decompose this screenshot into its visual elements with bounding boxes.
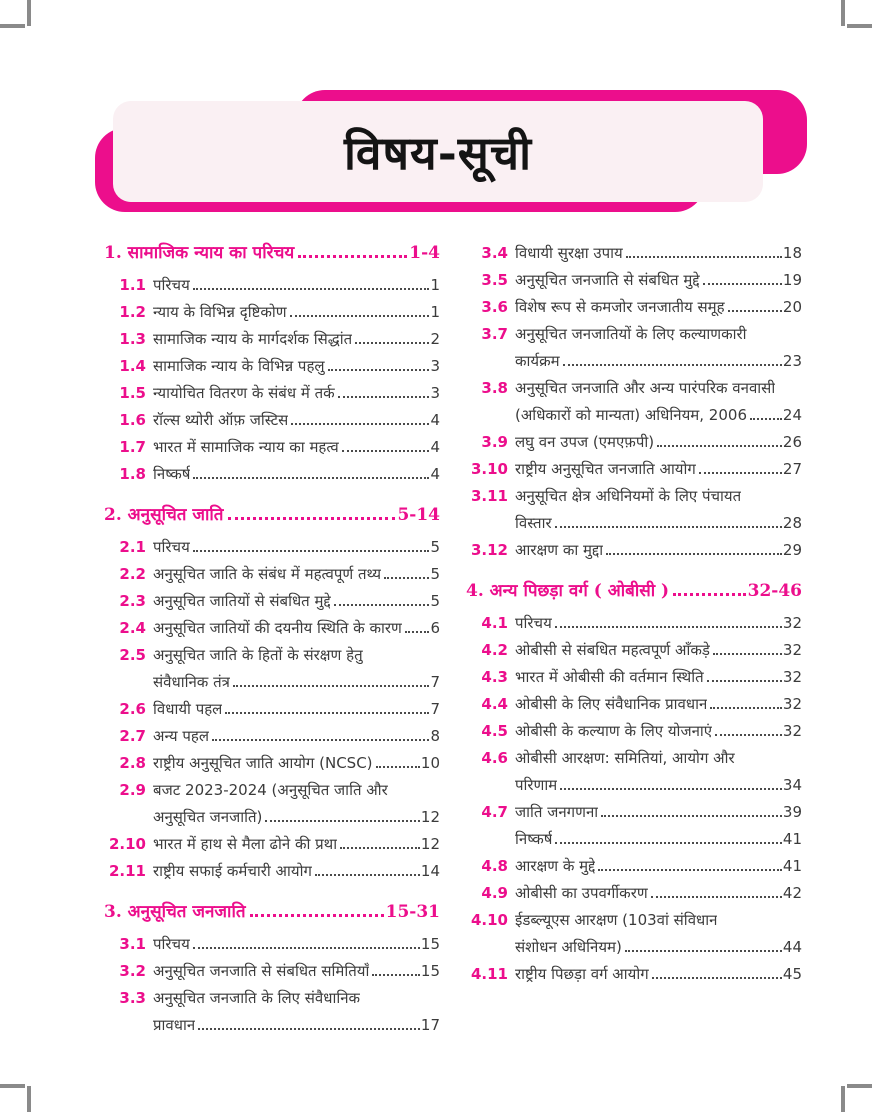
toc-entry-row xyxy=(104,461,440,488)
entry-title: अनुसूचित जातियों से संबधित मुद्दे xyxy=(153,592,331,610)
entry-number: 3.6 xyxy=(481,298,508,316)
toc-entry-row xyxy=(104,588,440,615)
entry-title: राष्ट्रीय अनुसूचित जाति आयोग (NCSC) xyxy=(153,754,373,772)
entry-title: अनुसूचित जनजाति के लिए संवैधानिक xyxy=(153,989,361,1007)
entry-title: संशोधन अधिनियम) xyxy=(515,938,622,956)
entry-dot-leader xyxy=(212,739,429,741)
toc-entry-row xyxy=(466,826,802,853)
entry-number: 4.9 xyxy=(481,884,508,902)
entry-title: परिचय xyxy=(515,614,552,632)
toc-entry-row xyxy=(104,1012,440,1039)
entry-page-number: 3 xyxy=(430,384,440,402)
toc-entry-row xyxy=(466,510,802,537)
toc-entry-row xyxy=(466,961,802,988)
toc-entry-row xyxy=(104,958,440,985)
toc-entry-row xyxy=(104,534,440,561)
entry-number: 1.7 xyxy=(119,438,146,456)
entry-title: परिचय xyxy=(153,935,190,953)
entry-title: अनुसूचित जाति के संबंध में महत्वपूर्ण तथ्य xyxy=(153,565,382,583)
toc-entry-row xyxy=(466,934,802,961)
entry-title: अनुसूचित जातियों की दयनीय स्थिति के कारण xyxy=(153,619,402,637)
section-heading-page-range: 32-46 xyxy=(747,581,802,601)
section-heading-page-range: 5-14 xyxy=(397,505,440,525)
entry-number: 1.8 xyxy=(119,465,146,483)
toc-entry-row xyxy=(466,907,802,934)
entry-dot-leader xyxy=(193,477,429,479)
toc-columns xyxy=(104,240,802,1039)
entry-title: अन्य पहल xyxy=(153,727,210,745)
section-heading-dot-leader xyxy=(673,593,746,596)
entry-dot-leader xyxy=(563,364,782,366)
entry-dot-leader xyxy=(342,450,430,452)
entry-page-number: 14 xyxy=(420,862,440,880)
entry-title: भारत में हाथ से मैला ढोने की प्रथा xyxy=(153,835,338,853)
entry-title: राष्ट्रीय पिछड़ा वर्ग आयोग xyxy=(515,965,649,983)
entry-title: रॉल्स थ्योरी ऑफ़ जस्टिस xyxy=(153,411,289,429)
entry-page-number: 4 xyxy=(430,438,440,456)
entry-title: विस्तार xyxy=(515,514,552,532)
entry-number: 1.1 xyxy=(119,276,146,294)
entry-number: 3.10 xyxy=(470,460,508,478)
entry-page-number: 5 xyxy=(430,592,440,610)
section-heading-page-range: 15-31 xyxy=(385,902,440,922)
entry-number: 3.3 xyxy=(119,989,146,1007)
entry-number: 4.1 xyxy=(481,614,508,632)
entry-title: भारत में सामाजिक न्याय का महत्व xyxy=(153,438,339,456)
crop-mark-bottom-left-vertical xyxy=(27,1086,31,1112)
entry-title: लघु वन उपज (एमएफ़पी) xyxy=(515,433,655,451)
toc-entry-row xyxy=(466,240,802,267)
entry-page-number: 28 xyxy=(782,514,802,532)
entry-title: विधायी सुरक्षा उपाय xyxy=(515,244,623,262)
entry-dot-leader xyxy=(372,974,420,976)
entry-title: विशेष रूप से कमजोर जनजातीय समूह xyxy=(515,298,725,316)
toc-entry-row xyxy=(466,718,802,745)
entry-page-number: 8 xyxy=(430,727,440,745)
entry-dot-leader xyxy=(560,788,782,790)
entry-dot-leader xyxy=(338,396,430,398)
entry-page-number: 32 xyxy=(782,614,802,632)
entry-number: 2.4 xyxy=(119,619,146,637)
entry-title: आरक्षण का मुद्दा xyxy=(515,541,604,559)
section-heading-dot-leader xyxy=(228,517,396,520)
entry-title: ओबीसी के लिए संवैधानिक प्रावधान xyxy=(515,695,708,713)
toc-entry-row xyxy=(466,321,802,348)
entry-title: ईडब्ल्यूएस आरक्षण (103वां संविधान xyxy=(515,911,718,929)
toc-section-heading xyxy=(104,899,440,926)
entry-title: अनुसूचित जाति के हितों के संरक्षण हेतु xyxy=(153,646,363,664)
entry-page-number: 10 xyxy=(420,754,440,772)
entry-page-number: 23 xyxy=(782,352,802,370)
toc-entry-row xyxy=(466,610,802,637)
entry-title: सामाजिक न्याय के विभिन्न पहलु xyxy=(153,357,325,375)
entry-title: ओबीसी से संबधित महत्वपूर्ण आँकड़े xyxy=(515,641,710,659)
entry-number: 4.2 xyxy=(481,641,508,659)
toc-entry-row xyxy=(104,777,440,804)
entry-dot-leader xyxy=(225,712,429,714)
entry-title: अनुसूचित जनजाति से संबधित समितियाँ xyxy=(153,962,370,980)
entry-dot-leader xyxy=(651,896,782,898)
entry-title: जाति जनगणना xyxy=(515,803,599,821)
entry-number: 3.1 xyxy=(119,935,146,953)
toc-entry-row xyxy=(104,326,440,353)
entry-dot-leader xyxy=(652,977,782,979)
toc-section-heading xyxy=(104,502,440,529)
toc-entry-row xyxy=(104,804,440,831)
entry-number: 2.5 xyxy=(119,646,146,664)
entry-page-number: 3 xyxy=(430,357,440,375)
entry-dot-leader xyxy=(555,842,782,844)
entry-dot-leader xyxy=(626,256,782,258)
entry-number: 1.6 xyxy=(119,411,146,429)
toc-entry-row xyxy=(466,483,802,510)
entry-number: 2.9 xyxy=(119,781,146,799)
entry-number: 4.7 xyxy=(481,803,508,821)
entry-number: 3.4 xyxy=(481,244,508,262)
entry-page-number: 15 xyxy=(420,962,440,980)
entry-dot-leader xyxy=(198,1028,420,1030)
entry-page-number: 1 xyxy=(430,303,440,321)
section-heading-label: 1. सामाजिक न्याय का परिचय xyxy=(104,243,295,263)
entry-page-number: 32 xyxy=(782,668,802,686)
entry-page-number: 5 xyxy=(430,565,440,583)
section-heading-label: 3. अनुसूचित जनजाति xyxy=(104,902,246,922)
toc-entry-row xyxy=(466,267,802,294)
entry-number: 1.3 xyxy=(119,330,146,348)
entry-page-number: 6 xyxy=(430,619,440,637)
page-title: विषय-सूची xyxy=(343,125,533,180)
entry-number: 3.8 xyxy=(481,379,508,397)
toc-entry-row xyxy=(104,353,440,380)
entry-page-number: 32 xyxy=(782,722,802,740)
entry-dot-leader xyxy=(625,950,782,952)
entry-title: अनुसूचित जनजातियों के लिए कल्याणकारी xyxy=(515,325,747,343)
entry-number: 3.9 xyxy=(481,433,508,451)
toc-entry-row xyxy=(466,799,802,826)
section-heading-label: 4. अन्य पिछड़ा वर्ग ( ओबीसी ) xyxy=(466,581,670,601)
entry-title: अनुसूचित जनजाति) xyxy=(153,808,263,826)
entry-dot-leader xyxy=(728,310,782,312)
entry-page-number: 18 xyxy=(782,244,802,262)
entry-dot-leader xyxy=(193,288,430,290)
entry-title: अनुसूचित क्षेत्र अधिनियमों के लिए पंचायत xyxy=(515,487,742,505)
entry-dot-leader xyxy=(265,820,419,822)
entry-dot-leader xyxy=(376,766,420,768)
toc-entry-row xyxy=(104,380,440,407)
entry-dot-leader xyxy=(703,283,782,285)
entry-title: अनुसूचित जनजाति से संबधित मुद्दे xyxy=(515,271,700,289)
entry-page-number: 15 xyxy=(420,935,440,953)
entry-dot-leader xyxy=(555,626,782,628)
entry-title: परिचय xyxy=(153,276,190,294)
toc-banner xyxy=(0,0,872,220)
section-heading-page-range: 1-4 xyxy=(409,243,440,263)
toc-entry-row xyxy=(104,407,440,434)
crop-mark-bottom-left-horizontal xyxy=(0,1084,25,1088)
entry-title: न्यायोचित वितरण के संबंध में तर्क xyxy=(153,384,335,402)
entry-number: 1.4 xyxy=(119,357,146,375)
entry-dot-leader xyxy=(334,604,430,606)
toc-entry-row xyxy=(104,561,440,588)
toc-entry-row xyxy=(466,375,802,402)
entry-number: 4.8 xyxy=(481,857,508,875)
entry-page-number: 2 xyxy=(430,330,440,348)
entry-page-number: 44 xyxy=(782,938,802,956)
entry-number: 2.2 xyxy=(119,565,146,583)
entry-dot-leader xyxy=(657,445,782,447)
toc-section-heading xyxy=(104,240,440,267)
entry-number: 4.10 xyxy=(470,911,508,929)
toc-entry-row xyxy=(466,537,802,564)
entry-dot-leader xyxy=(355,342,429,344)
entry-page-number: 1 xyxy=(430,276,440,294)
toc-section-heading xyxy=(466,578,802,605)
section-heading-dot-leader xyxy=(298,255,407,258)
entry-title: संवैधानिक तंत्र xyxy=(153,673,230,691)
entry-number: 2.11 xyxy=(108,862,146,880)
entry-title: अनुसूचित जनजाति और अन्य पारंपरिक वनवासी xyxy=(515,379,776,397)
entry-page-number: 20 xyxy=(782,298,802,316)
entry-title: ओबीसी के कल्याण के लिए योजनाएं xyxy=(515,722,713,740)
entry-number: 2.6 xyxy=(119,700,146,718)
entry-dot-leader xyxy=(193,947,420,949)
entry-title: विधायी पहल xyxy=(153,700,223,718)
entry-page-number: 7 xyxy=(430,700,440,718)
toc-entry-row xyxy=(466,637,802,664)
entry-number: 4.6 xyxy=(481,749,508,767)
toc-entry-row xyxy=(466,745,802,772)
entry-dot-leader xyxy=(598,869,782,871)
entry-title: राष्ट्रीय अनुसूचित जनजाति आयोग xyxy=(515,460,696,478)
toc-entry-row xyxy=(104,615,440,642)
entry-title: ओबीसी का उपवर्गीकरण xyxy=(515,884,648,902)
section-heading-label: 2. अनुसूचित जाति xyxy=(104,505,224,525)
entry-title: कार्यक्रम xyxy=(515,352,560,370)
toc-entry-row xyxy=(104,723,440,750)
entry-page-number: 41 xyxy=(782,857,802,875)
entry-number: 4.3 xyxy=(481,668,508,686)
entry-page-number: 29 xyxy=(782,541,802,559)
entry-page-number: 4 xyxy=(430,411,440,429)
entry-number: 3.11 xyxy=(470,487,508,505)
toc-entry-row xyxy=(466,294,802,321)
entry-page-number: 5 xyxy=(430,538,440,556)
entry-title: न्याय के विभिन्न दृष्टिकोण xyxy=(153,303,287,321)
entry-title: (अधिकारों को मान्यता) अधिनियम, 2006 xyxy=(515,406,747,424)
entry-page-number: 26 xyxy=(782,433,802,451)
entry-title: राष्ट्रीय सफाई कर्मचारी आयोग xyxy=(153,862,312,880)
toc-entry-row xyxy=(466,429,802,456)
entry-number: 1.2 xyxy=(119,303,146,321)
toc-entry-row xyxy=(104,434,440,461)
entry-title: प्रावधान xyxy=(153,1016,196,1034)
entry-dot-leader xyxy=(750,418,782,420)
entry-number: 3.5 xyxy=(481,271,508,289)
entry-page-number: 32 xyxy=(782,641,802,659)
toc-entry-row xyxy=(466,402,802,429)
entry-title: आरक्षण के मुद्दे xyxy=(515,857,596,875)
entry-number: 2.10 xyxy=(108,835,146,853)
entry-dot-leader xyxy=(315,874,420,876)
toc-entry-row xyxy=(104,272,440,299)
entry-title: ओबीसी आरक्षण: समितियां, आयोग और xyxy=(515,749,735,767)
entry-page-number: 41 xyxy=(782,830,802,848)
crop-mark-bottom-right-vertical xyxy=(841,1086,845,1112)
entry-page-number: 32 xyxy=(782,695,802,713)
toc-entry-row xyxy=(466,456,802,483)
toc-entry-row xyxy=(466,772,802,799)
entry-page-number: 24 xyxy=(782,406,802,424)
entry-number: 3.12 xyxy=(470,541,508,559)
toc-entry-row xyxy=(104,858,440,885)
entry-number: 3.2 xyxy=(119,962,146,980)
entry-number: 2.7 xyxy=(119,727,146,745)
entry-title: परिणाम xyxy=(515,776,558,794)
entry-dot-leader xyxy=(710,707,782,709)
section-heading-dot-leader xyxy=(250,914,384,917)
toc-entry-row xyxy=(104,642,440,669)
entry-page-number: 12 xyxy=(420,835,440,853)
entry-number: 2.8 xyxy=(119,754,146,772)
crop-mark-bottom-right-horizontal xyxy=(847,1084,872,1088)
entry-dot-leader xyxy=(601,815,782,817)
entry-page-number: 17 xyxy=(420,1016,440,1034)
entry-dot-leader xyxy=(233,685,430,687)
entry-title: बजट 2023-2024 (अनुसूचित जाति और xyxy=(153,781,388,799)
entry-page-number: 45 xyxy=(782,965,802,983)
toc-entry-row xyxy=(466,691,802,718)
entry-number: 4.4 xyxy=(481,695,508,713)
toc-entry-row xyxy=(104,931,440,958)
entry-dot-leader xyxy=(384,577,429,579)
toc-column-left xyxy=(104,240,440,1039)
entry-dot-leader xyxy=(291,423,429,425)
entry-dot-leader xyxy=(328,369,430,371)
toc-entry-row xyxy=(104,750,440,777)
entry-page-number: 19 xyxy=(782,271,802,289)
entry-number: 4.11 xyxy=(470,965,508,983)
entry-page-number: 39 xyxy=(782,803,802,821)
entry-dot-leader xyxy=(290,315,430,317)
entry-title: परिचय xyxy=(153,538,190,556)
entry-dot-leader xyxy=(340,847,420,849)
entry-page-number: 7 xyxy=(430,673,440,691)
entry-dot-leader xyxy=(606,553,782,555)
entry-page-number: 34 xyxy=(782,776,802,794)
toc-entry-row xyxy=(466,664,802,691)
entry-dot-leader xyxy=(555,526,782,528)
entry-dot-leader xyxy=(193,550,430,552)
banner-title-panel xyxy=(113,101,763,202)
entry-dot-leader xyxy=(699,472,782,474)
entry-number: 2.3 xyxy=(119,592,146,610)
toc-entry-row xyxy=(104,299,440,326)
entry-page-number: 42 xyxy=(782,884,802,902)
toc-column-right xyxy=(466,240,802,1039)
toc-entry-row xyxy=(104,985,440,1012)
toc-entry-row xyxy=(466,880,802,907)
entry-number: 1.5 xyxy=(119,384,146,402)
toc-entry-row xyxy=(104,831,440,858)
entry-number: 2.1 xyxy=(119,538,146,556)
entry-number: 4.5 xyxy=(481,722,508,740)
entry-title: सामाजिक न्याय के मार्गदर्शक सिद्धांत xyxy=(153,330,353,348)
toc-entry-row xyxy=(466,853,802,880)
entry-page-number: 12 xyxy=(420,808,440,826)
entry-title: भारत में ओबीसी की वर्तमान स्थिति xyxy=(515,668,704,686)
entry-dot-leader xyxy=(707,680,782,682)
toc-entry-row xyxy=(466,348,802,375)
entry-dot-leader xyxy=(715,734,782,736)
entry-title: निष्कर्ष xyxy=(153,465,191,483)
entry-page-number: 27 xyxy=(782,460,802,478)
entry-dot-leader xyxy=(405,631,430,633)
entry-dot-leader xyxy=(713,653,782,655)
entry-page-number: 4 xyxy=(430,465,440,483)
entry-number: 3.7 xyxy=(481,325,508,343)
entry-title: निष्कर्ष xyxy=(515,830,553,848)
toc-entry-row xyxy=(104,669,440,696)
toc-entry-row xyxy=(104,696,440,723)
